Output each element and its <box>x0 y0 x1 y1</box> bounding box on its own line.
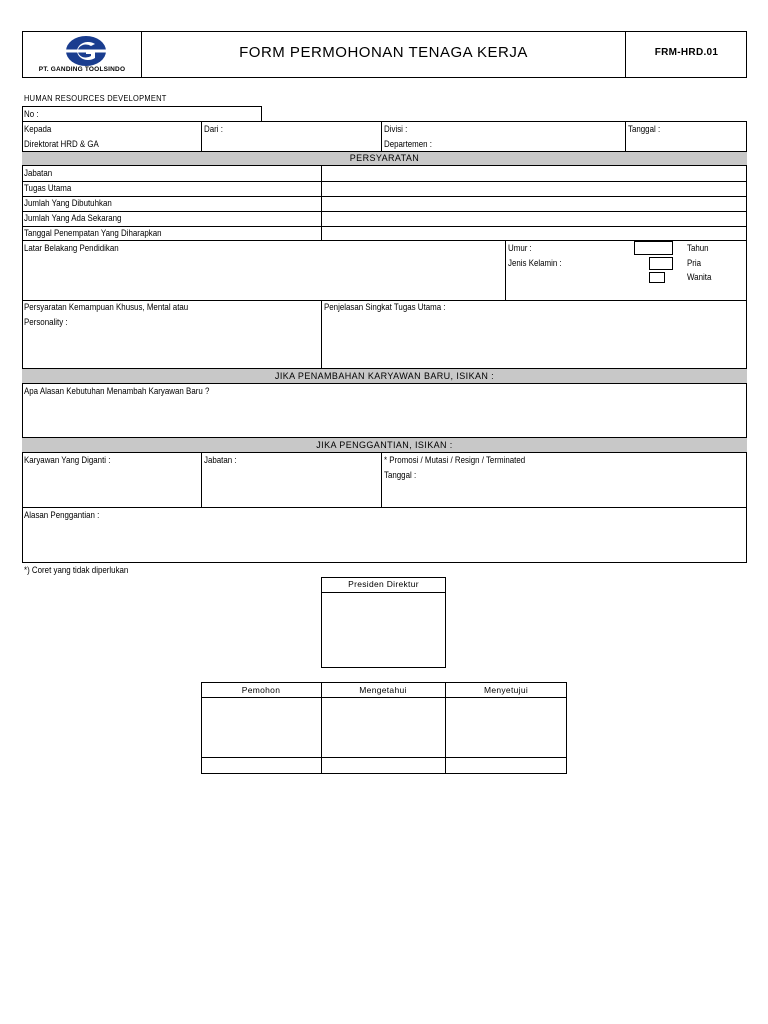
divisi-field[interactable] <box>382 122 624 151</box>
umur-input[interactable] <box>634 241 673 255</box>
tahun-label: Tahun <box>687 243 709 253</box>
penjelasan-field[interactable] <box>322 314 746 367</box>
jenis-kelamin-label: Jenis Kelamin : <box>508 258 562 268</box>
company-logo <box>64 35 108 67</box>
kemampuan-field[interactable] <box>23 330 320 367</box>
mengetahui-signature-field[interactable] <box>322 698 445 757</box>
status-label[interactable]: * Promosi / Mutasi / Resign / Terminated <box>384 455 526 465</box>
dari-label: Dari : <box>204 124 223 134</box>
departemen-label: Departemen : <box>384 139 432 149</box>
jumlah-sekarang-field[interactable] <box>322 212 746 226</box>
jabatan-diganti-field[interactable] <box>202 467 380 506</box>
president-header-line <box>321 592 446 593</box>
umur-label: Umur : <box>508 243 532 253</box>
department-label: HUMAN RESOURCES DEVELOPMENT <box>24 93 167 103</box>
jabatan-label: Jabatan <box>24 168 53 178</box>
president-label: Presiden Direktur <box>348 579 419 589</box>
pemohon-signature-field[interactable] <box>202 698 321 757</box>
penambahan-header <box>22 368 747 384</box>
pria-label: Pria <box>687 258 702 268</box>
pendidikan-bottom-line <box>22 300 747 301</box>
jumlah-sekarang-label: Jumlah Yang Ada Sekarang <box>24 213 122 223</box>
penggantian-div-2 <box>381 453 382 508</box>
alasan-tambah-label: Apa Alasan Kebutuhan Menambah Karyawan Baru ? <box>24 386 210 396</box>
wanita-checkbox[interactable] <box>649 272 665 283</box>
no-label: No : <box>24 109 39 119</box>
tanggal-pengganti-field[interactable] <box>430 468 746 506</box>
company-name: PT. GANDING TOOLSINDO <box>38 66 126 73</box>
form-code: FRM-HRD.01 <box>654 47 719 58</box>
persyaratan-header <box>22 151 747 166</box>
footnote: *) Coret yang tidak diperlukan <box>24 565 129 575</box>
tugas-utama-label: Tugas Utama <box>24 183 72 193</box>
jumlah-dibutuhkan-field[interactable] <box>322 197 746 211</box>
tanggal-label: Tanggal : <box>628 124 661 134</box>
jabatan-diganti-label: Jabatan : <box>204 455 237 465</box>
mengetahui-name-field[interactable] <box>322 758 445 773</box>
penggantian-bottom-line <box>22 507 747 508</box>
kemampuan-label-1: Persyaratan Kemampuan Khusus, Mental atau <box>24 302 189 312</box>
kemampuan-label-2: Personality : <box>24 317 68 327</box>
penjelasan-label: Penjelasan Singkat Tugas Utama : <box>324 302 446 312</box>
menyetujui-signature-field[interactable] <box>446 698 566 757</box>
penggantian-header <box>22 437 747 453</box>
pendidikan-divider <box>505 240 506 300</box>
tugas-utama-field[interactable] <box>322 182 746 196</box>
tanggal-field[interactable] <box>626 122 746 151</box>
wanita-label: Wanita <box>687 272 712 282</box>
kepada-label: Kepada <box>24 124 52 134</box>
pria-checkbox[interactable] <box>649 257 673 270</box>
tanggal-penempatan-label: Tanggal Penempatan Yang Diharapkan <box>24 228 162 238</box>
menyetujui-label: Menyetujui <box>483 685 529 695</box>
mengetahui-label: Mengetahui <box>359 685 407 695</box>
form-title: FORM PERMOHONAN TENAGA KERJA <box>239 44 528 61</box>
dari-field[interactable] <box>202 122 380 151</box>
divisi-label: Divisi : <box>384 124 408 134</box>
kepada-value: Direktorat HRD & GA <box>24 139 99 149</box>
pendidikan-label: Latar Belakang Pendidikan <box>24 243 119 253</box>
tanggal-pengganti-label: Tanggal : <box>384 470 417 480</box>
karyawan-diganti-label: Karyawan Yang Diganti : <box>24 455 111 465</box>
menyetujui-name-field[interactable] <box>446 758 566 773</box>
jabatan-field[interactable] <box>322 167 746 181</box>
alasan-penggantian-label: Alasan Penggantian : <box>24 510 100 520</box>
pemohon-label: Pemohon <box>241 685 281 695</box>
penggantian-title: JIKA PENGGANTIAN, ISIKAN : <box>316 440 453 450</box>
alasan-tambah-field[interactable] <box>23 398 746 436</box>
jumlah-dibutuhkan-label: Jumlah Yang Dibutuhkan <box>24 198 112 208</box>
no-field[interactable] <box>22 106 262 122</box>
president-signature-box[interactable] <box>321 577 446 668</box>
alasan-penggantian-field[interactable] <box>23 522 746 562</box>
tanggal-penempatan-field[interactable] <box>322 227 746 240</box>
karyawan-diganti-field[interactable] <box>23 467 200 506</box>
pemohon-name-field[interactable] <box>202 758 321 773</box>
penambahan-title: JIKA PENAMBAHAN KARYAWAN BARU, ISIKAN : <box>274 371 495 381</box>
persyaratan-title: PERSYARATAN <box>349 153 420 163</box>
pendidikan-field[interactable] <box>23 254 504 299</box>
